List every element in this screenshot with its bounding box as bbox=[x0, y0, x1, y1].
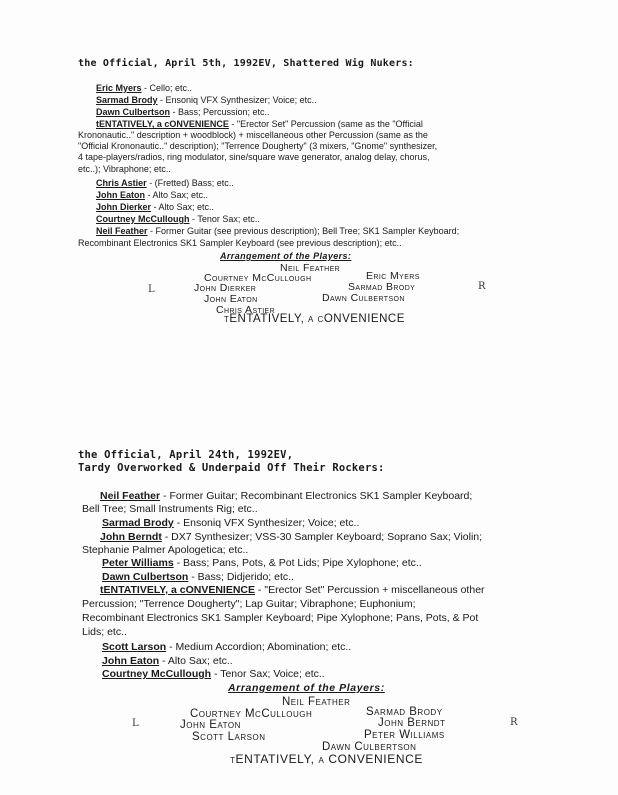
player-name: Courtney McCullough bbox=[102, 668, 212, 680]
player-desc: - Bass; Percussion; etc.. bbox=[170, 107, 270, 117]
player-desc: - DX7 Synthesizer; VSS-30 Sampler Keyboard; Soprano Sax; Violin; bbox=[161, 531, 483, 543]
description-continuation: etc..); Vibraphone; etc.. bbox=[78, 164, 171, 174]
player-name: Neil Feather bbox=[100, 490, 161, 502]
arrangement-player: Courtney McCullough bbox=[204, 272, 312, 284]
arrangement-title: Arrangement of the Players: bbox=[228, 682, 385, 694]
arrangement-player: Eric Myers bbox=[366, 270, 420, 282]
player-name: tENTATIVELY, a cONVENIENCE bbox=[100, 584, 256, 596]
player-desc: - Cello; etc.. bbox=[141, 83, 193, 93]
section2-heading-line1: the Official, April 24th, 1992EV, bbox=[78, 449, 294, 461]
description-continuation: Stephanie Palmer Apologetica; etc.. bbox=[82, 544, 249, 556]
player-name: John Eaton bbox=[96, 190, 145, 200]
player-desc: - Ensoniq VFX Synthesizer; Voice; etc.. bbox=[173, 517, 360, 529]
player-line bbox=[100, 490, 472, 503]
arrangement-player: John Eaton bbox=[180, 719, 241, 731]
player-desc: - Tenor Sax; etc.. bbox=[189, 214, 260, 224]
description-continuation: Krononautic.." description + woodblock) + miscellaneous other Percussion (same as the bbox=[78, 130, 428, 140]
player-name: Sarmad Brody bbox=[102, 517, 174, 529]
description-continuation: Recombinant Electronics SK1 Sampler Keyboard; Pipe Xylophone; Pans, Pots, & Pot bbox=[82, 612, 479, 624]
player-name: John Dierker bbox=[96, 202, 152, 212]
player-name: Peter Williams bbox=[102, 557, 174, 569]
arrangement-player: John Dierker bbox=[194, 282, 257, 294]
player-name: Neil Feather bbox=[96, 226, 148, 236]
stage-left-marker: L bbox=[132, 718, 139, 729]
arrangement-player: Neil Feather bbox=[282, 696, 351, 708]
player-line bbox=[102, 641, 351, 654]
player-line bbox=[96, 119, 423, 130]
description-continuation: Recombinant Electronics SK1 Sampler Keyboard (see previous description); etc.. bbox=[78, 238, 402, 248]
description-continuation: "Official Krononautic.." description); "Terrence Dougherty" (3 mixers, "Gnome" synthesizer, bbox=[78, 141, 438, 151]
description-continuation: 4 tape-players/radios, ring modulator, sine/square wave generator, analog delay, chorus, bbox=[78, 152, 430, 162]
player-line bbox=[96, 202, 214, 213]
arrangement-player: Dawn Culbertson bbox=[322, 741, 417, 753]
player-line bbox=[102, 557, 422, 570]
player-desc: - Former Guitar; Recombinant Electronics SK1 Sampler Keyboard; bbox=[160, 490, 473, 502]
player-name: Scott Larson bbox=[102, 641, 167, 653]
arrangement-player: Neil Feather bbox=[280, 262, 341, 274]
arrangement-player: Scott Larson bbox=[192, 731, 266, 743]
player-desc: - Former Guitar (see previous description); Bell Tree; SK1 Sampler Keyboard; bbox=[147, 226, 460, 236]
arrangement-player: Peter Williams bbox=[364, 729, 445, 741]
description-continuation: Lids; etc.. bbox=[82, 626, 127, 638]
player-line bbox=[102, 517, 359, 530]
player-desc: - Bass; Pans, Pots, & Pot Lids; Pipe Xylophone; etc.. bbox=[173, 557, 422, 569]
player-desc: - Alto Sax; etc.. bbox=[145, 190, 209, 200]
player-line bbox=[96, 95, 317, 106]
player-name: tENTATIVELY, a cONVENIENCE bbox=[96, 119, 229, 129]
player-desc: - "Erector Set" Percussion + miscellaneous other bbox=[255, 584, 485, 596]
player-name: Sarmad Brody bbox=[96, 95, 158, 105]
player-name: Dawn Culbertson bbox=[96, 107, 171, 117]
arrangement-player: Sarmad Brody bbox=[348, 281, 416, 293]
description-continuation: Bell Tree; Small Instruments Rig; etc.. bbox=[82, 503, 258, 515]
player-name: Eric Myers bbox=[96, 83, 142, 93]
player-desc: - Alto Sax; etc.. bbox=[159, 655, 233, 667]
player-line bbox=[102, 571, 294, 584]
arrangement-player: tENTATIVELY, a cONVENIENCE bbox=[224, 313, 405, 325]
arrangement-player: John Eaton bbox=[204, 293, 258, 305]
player-line bbox=[96, 214, 260, 225]
player-desc: - Medium Accordion; Abomination; etc.. bbox=[166, 641, 352, 653]
player-desc: - Bass; Didjerido; etc.. bbox=[188, 571, 294, 583]
arrangement-title: Arrangement of the Players: bbox=[220, 251, 352, 261]
player-line bbox=[96, 83, 192, 94]
section2-heading-line2: Tardy Overworked & Underpaid Off Their Rockers: bbox=[78, 462, 385, 474]
player-line bbox=[96, 226, 459, 237]
section1-heading: the Official, April 5th, 1992EV, Shattered Wig Nukers: bbox=[78, 58, 414, 69]
player-desc: - Tenor Sax; Voice; etc.. bbox=[211, 668, 325, 680]
player-name: John Berndt bbox=[100, 531, 162, 543]
player-name: Dawn Culbertson bbox=[102, 571, 189, 583]
arrangement-player: tENTATIVELY, a CONVENIENCE bbox=[230, 752, 423, 766]
player-desc: - "Erector Set" Percussion (same as the "Official bbox=[228, 119, 423, 129]
stage-left-marker: L bbox=[148, 284, 155, 295]
player-desc: - Ensoniq VFX Synthesizer; Voice; etc.. bbox=[157, 95, 317, 105]
arrangement-player: John Berndt bbox=[378, 717, 446, 729]
player-name: Courtney McCullough bbox=[96, 214, 190, 224]
arrangement-player: Chris Astier bbox=[216, 304, 276, 316]
stage-right-marker: R bbox=[510, 717, 518, 728]
player-line bbox=[100, 531, 482, 544]
stage-right-marker: R bbox=[478, 281, 486, 292]
player-line bbox=[96, 178, 234, 189]
arrangement-player: Sarmad Brody bbox=[366, 706, 443, 718]
player-line bbox=[96, 190, 208, 201]
arrangement-player: Dawn Culbertson bbox=[322, 292, 405, 304]
arrangement-player: Courtney McCullough bbox=[190, 708, 313, 720]
player-line bbox=[102, 655, 233, 668]
player-name: John Eaton bbox=[102, 655, 160, 667]
player-desc: - Alto Sax; etc.. bbox=[151, 202, 215, 212]
description-continuation: Percussion; "Terrence Dougherty"; Lap Guitar; Vibraphone; Euphonium; bbox=[82, 598, 416, 610]
player-line bbox=[96, 107, 270, 118]
player-line bbox=[100, 584, 485, 597]
player-name: Chris Astier bbox=[96, 178, 147, 188]
player-desc: - (Fretted) Bass; etc.. bbox=[146, 178, 234, 188]
player-line bbox=[102, 668, 325, 681]
